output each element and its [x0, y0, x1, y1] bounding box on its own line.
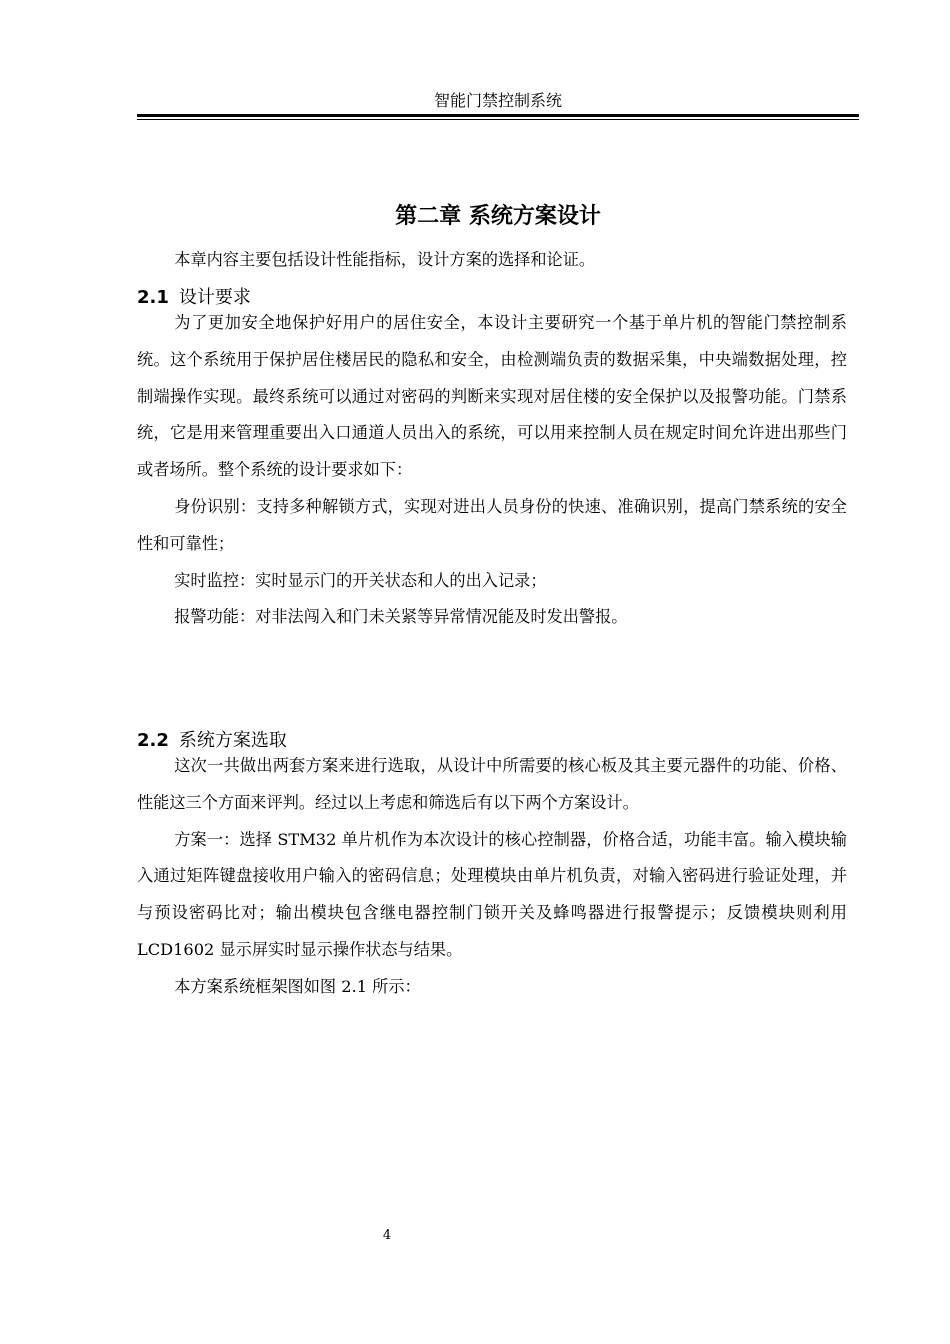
running-header: 智能门禁控制系统: [433, 91, 562, 110]
chapter-intro: 本章内容主要包括设计性能指标，设计方案的选择和论证。: [174, 250, 596, 269]
page-number: 4: [382, 1228, 392, 1243]
chapter-intro-block: [137, 242, 847, 279]
section-2-2-body: [137, 748, 847, 1006]
section-number: 2.1: [137, 287, 169, 308]
header-rule-thin: [137, 119, 859, 120]
section-2-1-body: [137, 305, 847, 636]
section-title: 系统方案选取: [178, 730, 287, 751]
chapter-title: 第二章 系统方案设计: [395, 204, 601, 229]
paragraph: 这次一共做出两套方案来进行选取，从设计中所需要的核心板及其主要元器件的功能、价格、性能这三个方面来评判。经过以上考虑和筛选后有以下两个方案设计。: [137, 756, 847, 812]
paragraph: 实时监控：实时显示门的开关状态和人的出入记录；: [174, 570, 547, 590]
section-title: 设计要求: [178, 287, 251, 308]
section-number: 2.2: [137, 730, 169, 751]
paragraph: 方案一：选择 STM32 单片机作为本次设计的核心控制器，价格合适，功能丰富。输入模块输入通过矩阵键盘接收用户输入的密码信息；处理模块由单片机负责，对输入密码进行验证处理，并与预设密码比对；输出模块包含继电器控制门锁开关及蜂鸣器进行报警提示；反馈模块则利用 LCD1602 显示屏实时显示操作状态与结果。: [137, 829, 847, 959]
paragraph: 身份识别：支持多种解锁方式，实现对进出人员身份的快速、准确识别，提高门禁系统的安全性和可靠性；: [137, 496, 847, 553]
header-rule-thick: [137, 114, 859, 117]
paragraph: 本方案系统框架图如图 2.1 所示：: [174, 976, 421, 996]
paragraph: 为了更加安全地保护好用户的居住安全，本设计主要研究一个基于单片机的智能门禁控制系统。这个系统用于保护居住楼居民的隐私和安全，由检测端负责的数据采集，中央端数据处理，控制端操作实现。最终系统可以通过对密码的判断来实现对居住楼的安全保护以及报警功能。门禁系统，它是用来管理重要出入口通道人员出入的系统，可以用来控制人员在规定时间允许进出那些门或者场所。整个系统的设计要求如下：: [137, 313, 847, 480]
paragraph: 报警功能：对非法闯入和门未关紧等异常情况能及时发出警报。: [174, 607, 628, 627]
